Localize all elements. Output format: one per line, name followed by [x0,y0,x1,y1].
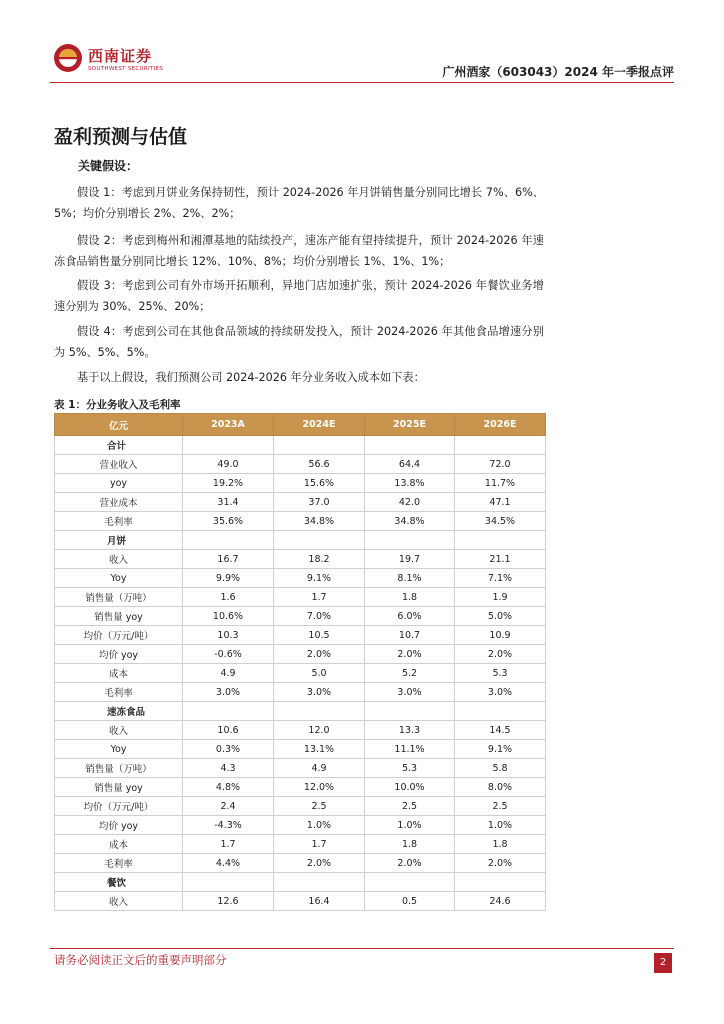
table-row [55,759,546,778]
row-label: 成本 [55,835,183,854]
empty-cell [455,436,546,455]
company-logo-icon [53,43,83,73]
value-cell: 10.5 [274,626,365,645]
value-cell: 1.8 [365,835,455,854]
empty-cell [183,436,274,455]
value-cell: 19.7 [365,550,455,569]
table-row [55,455,546,474]
value-cell: 9.1% [274,569,365,588]
value-cell: 15.6% [274,474,365,493]
value-cell: 47.1 [455,493,546,512]
footer-disclaimer: 请务必阅读正文后的重要声明部分 [54,953,227,967]
table-section-row [55,873,546,892]
assumption-paragraph-1: 假设 1：考虑到月饼业务保持韧性，预计 2024-2026 年月饼销售量分别同比增长 7%、6%、5%；均价分别增长 2%、2%、2%； [54,186,544,220]
value-cell: 18.2 [274,550,365,569]
empty-cell [455,531,546,550]
section-label: 合计 [55,436,183,455]
section-title: 盈利预测与估值 [54,126,188,148]
value-cell: 2.0% [274,854,365,873]
value-cell: 21.1 [455,550,546,569]
value-cell: 5.2 [365,664,455,683]
table-row [55,797,546,816]
value-cell: 2.0% [365,645,455,664]
value-cell: 10.6 [183,721,274,740]
value-cell: 1.7 [183,835,274,854]
summary-paragraph: 基于以上假设，我们预测公司 2024-2026 年分业务收入成本如下表： [77,371,425,384]
value-cell: 35.6% [183,512,274,531]
table-row [55,721,546,740]
header-divider [50,82,674,83]
section-label: 餐饮 [55,873,183,892]
value-cell: 0.3% [183,740,274,759]
value-cell: 4.9 [274,759,365,778]
value-cell: 64.4 [365,455,455,474]
value-cell: 13.3 [365,721,455,740]
brand-name-cn: 西南证券 [88,47,153,65]
revenue-table [54,413,546,911]
value-cell: 3.0% [365,683,455,702]
value-cell: 1.0% [455,816,546,835]
table-row [55,854,546,873]
empty-cell [274,873,365,892]
empty-cell [183,702,274,721]
value-cell: 12.6 [183,892,274,911]
value-cell: 1.7 [274,835,365,854]
page-number: 2 [654,953,672,973]
value-cell: 42.0 [365,493,455,512]
value-cell: 8.1% [365,569,455,588]
assumption-paragraph-3: 假设 3：考虑到公司有外市场开拓顺利，异地门店加速扩张，预计 2024-2026 年餐饮业务增速分别为 30%、25%、20%； [54,279,544,313]
row-label: 收入 [55,550,183,569]
table-row [55,626,546,645]
value-cell: 1.6 [183,588,274,607]
value-cell: 11.7% [455,474,546,493]
value-cell: 13.8% [365,474,455,493]
value-cell: 49.0 [183,455,274,474]
table-row [55,664,546,683]
value-cell: 7.1% [455,569,546,588]
value-cell: 11.1% [365,740,455,759]
empty-cell [455,873,546,892]
table-row [55,740,546,759]
value-cell: 2.5 [274,797,365,816]
value-cell: 5.8 [455,759,546,778]
value-cell: 10.7 [365,626,455,645]
row-label: 收入 [55,892,183,911]
value-cell: 34.8% [274,512,365,531]
section-label: 月饼 [55,531,183,550]
row-label: Yoy [55,740,183,759]
row-label: Yoy [55,569,183,588]
key-assumptions-label: 关键假设： [78,159,139,173]
value-cell: 19.2% [183,474,274,493]
empty-cell [274,531,365,550]
row-label: 销售量 yoy [55,778,183,797]
value-cell: 12.0 [274,721,365,740]
value-cell: 1.7 [274,588,365,607]
table-row [55,550,546,569]
value-cell: 16.4 [274,892,365,911]
section-label: 速冻食品 [55,702,183,721]
row-label: 营业收入 [55,455,183,474]
value-cell: 1.0% [274,816,365,835]
page-header [50,40,674,82]
table-row [55,778,546,797]
table-header-year: 2023A [183,414,274,436]
footer-divider [50,948,674,949]
table-caption: 表 1：分业务收入及毛利率 [54,399,181,411]
value-cell: 1.9 [455,588,546,607]
assumption-paragraph-2: 假设 2：考虑到梅州和湘潭基地的陆续投产，速冻产能有望持续提升，预计 2024-2026 年速冻食品销售量分别同比增长 12%、10%、8%；均价分别增长 1%、1%、1%； [54,234,544,268]
empty-cell [455,702,546,721]
value-cell: 5.0% [455,607,546,626]
table-row [55,588,546,607]
row-label: 收入 [55,721,183,740]
value-cell: 2.5 [365,797,455,816]
value-cell: 2.4 [183,797,274,816]
table-row [55,683,546,702]
value-cell: 10.0% [365,778,455,797]
table-header-year: 2025E [365,414,455,436]
value-cell: 10.9 [455,626,546,645]
value-cell: 31.4 [183,493,274,512]
value-cell: 1.8 [365,588,455,607]
value-cell: 4.4% [183,854,274,873]
table-row [55,569,546,588]
value-cell: 10.6% [183,607,274,626]
value-cell: 0.5 [365,892,455,911]
value-cell: 10.3 [183,626,274,645]
value-cell: 72.0 [455,455,546,474]
row-label: 均价 yoy [55,645,183,664]
value-cell: 9.9% [183,569,274,588]
value-cell: 34.8% [365,512,455,531]
value-cell: 14.5 [455,721,546,740]
value-cell: 2.0% [274,645,365,664]
value-cell: 13.1% [274,740,365,759]
row-label: 营业成本 [55,493,183,512]
value-cell: 8.0% [455,778,546,797]
assumption-paragraph-4: 假设 4：考虑到公司在其他食品领域的持续研发投入，预计 2024-2026 年其他食品增速分别为 5%、5%、5%。 [54,325,544,359]
empty-cell [274,702,365,721]
value-cell: 4.8% [183,778,274,797]
value-cell: 2.0% [455,645,546,664]
value-cell: 3.0% [455,683,546,702]
report-title: 广州酒家（603043）2024 年一季报点评 [442,65,674,79]
value-cell: 6.0% [365,607,455,626]
value-cell: 5.3 [455,664,546,683]
table-row [55,835,546,854]
value-cell: 34.5% [455,512,546,531]
table-row [55,892,546,911]
value-cell: 5.0 [274,664,365,683]
table-section-row [55,702,546,721]
value-cell: 16.7 [183,550,274,569]
table-body [55,436,546,911]
row-label: yoy [55,474,183,493]
value-cell: 37.0 [274,493,365,512]
empty-cell [183,531,274,550]
value-cell: 56.6 [274,455,365,474]
table-header-year: 2026E [455,414,546,436]
table-header-row [55,414,546,436]
table-row [55,512,546,531]
value-cell: 7.0% [274,607,365,626]
value-cell: 1.0% [365,816,455,835]
row-label: 销售量（万吨） [55,759,183,778]
table-header-unit: 亿元 [55,414,183,436]
empty-cell [183,873,274,892]
value-cell: 2.0% [365,854,455,873]
table-section-row [55,436,546,455]
value-cell: 3.0% [183,683,274,702]
value-cell: 24.6 [455,892,546,911]
value-cell: 12.0% [274,778,365,797]
row-label: 毛利率 [55,854,183,873]
value-cell: 4.9 [183,664,274,683]
value-cell: 3.0% [274,683,365,702]
empty-cell [365,873,455,892]
table-row [55,607,546,626]
empty-cell [365,702,455,721]
empty-cell [365,436,455,455]
row-label: 销售量（万吨） [55,588,183,607]
row-label: 毛利率 [55,512,183,531]
value-cell: 4.3 [183,759,274,778]
value-cell: 5.3 [365,759,455,778]
brand-name-en: SOUTHWEST SECURITIES [88,66,164,72]
table-row [55,645,546,664]
row-label: 毛利率 [55,683,183,702]
table-header-year: 2024E [274,414,365,436]
value-cell: -0.6% [183,645,274,664]
empty-cell [365,531,455,550]
value-cell: -4.3% [183,816,274,835]
value-cell: 9.1% [455,740,546,759]
value-cell: 2.0% [455,854,546,873]
empty-cell [274,436,365,455]
row-label: 均价（万元/吨） [55,626,183,645]
table-section-row [55,531,546,550]
row-label: 成本 [55,664,183,683]
row-label: 均价 yoy [55,816,183,835]
table-row [55,816,546,835]
table-row [55,474,546,493]
value-cell: 1.8 [455,835,546,854]
value-cell: 2.5 [455,797,546,816]
row-label: 销售量 yoy [55,607,183,626]
table-row [55,493,546,512]
row-label: 均价（万元/吨） [55,797,183,816]
